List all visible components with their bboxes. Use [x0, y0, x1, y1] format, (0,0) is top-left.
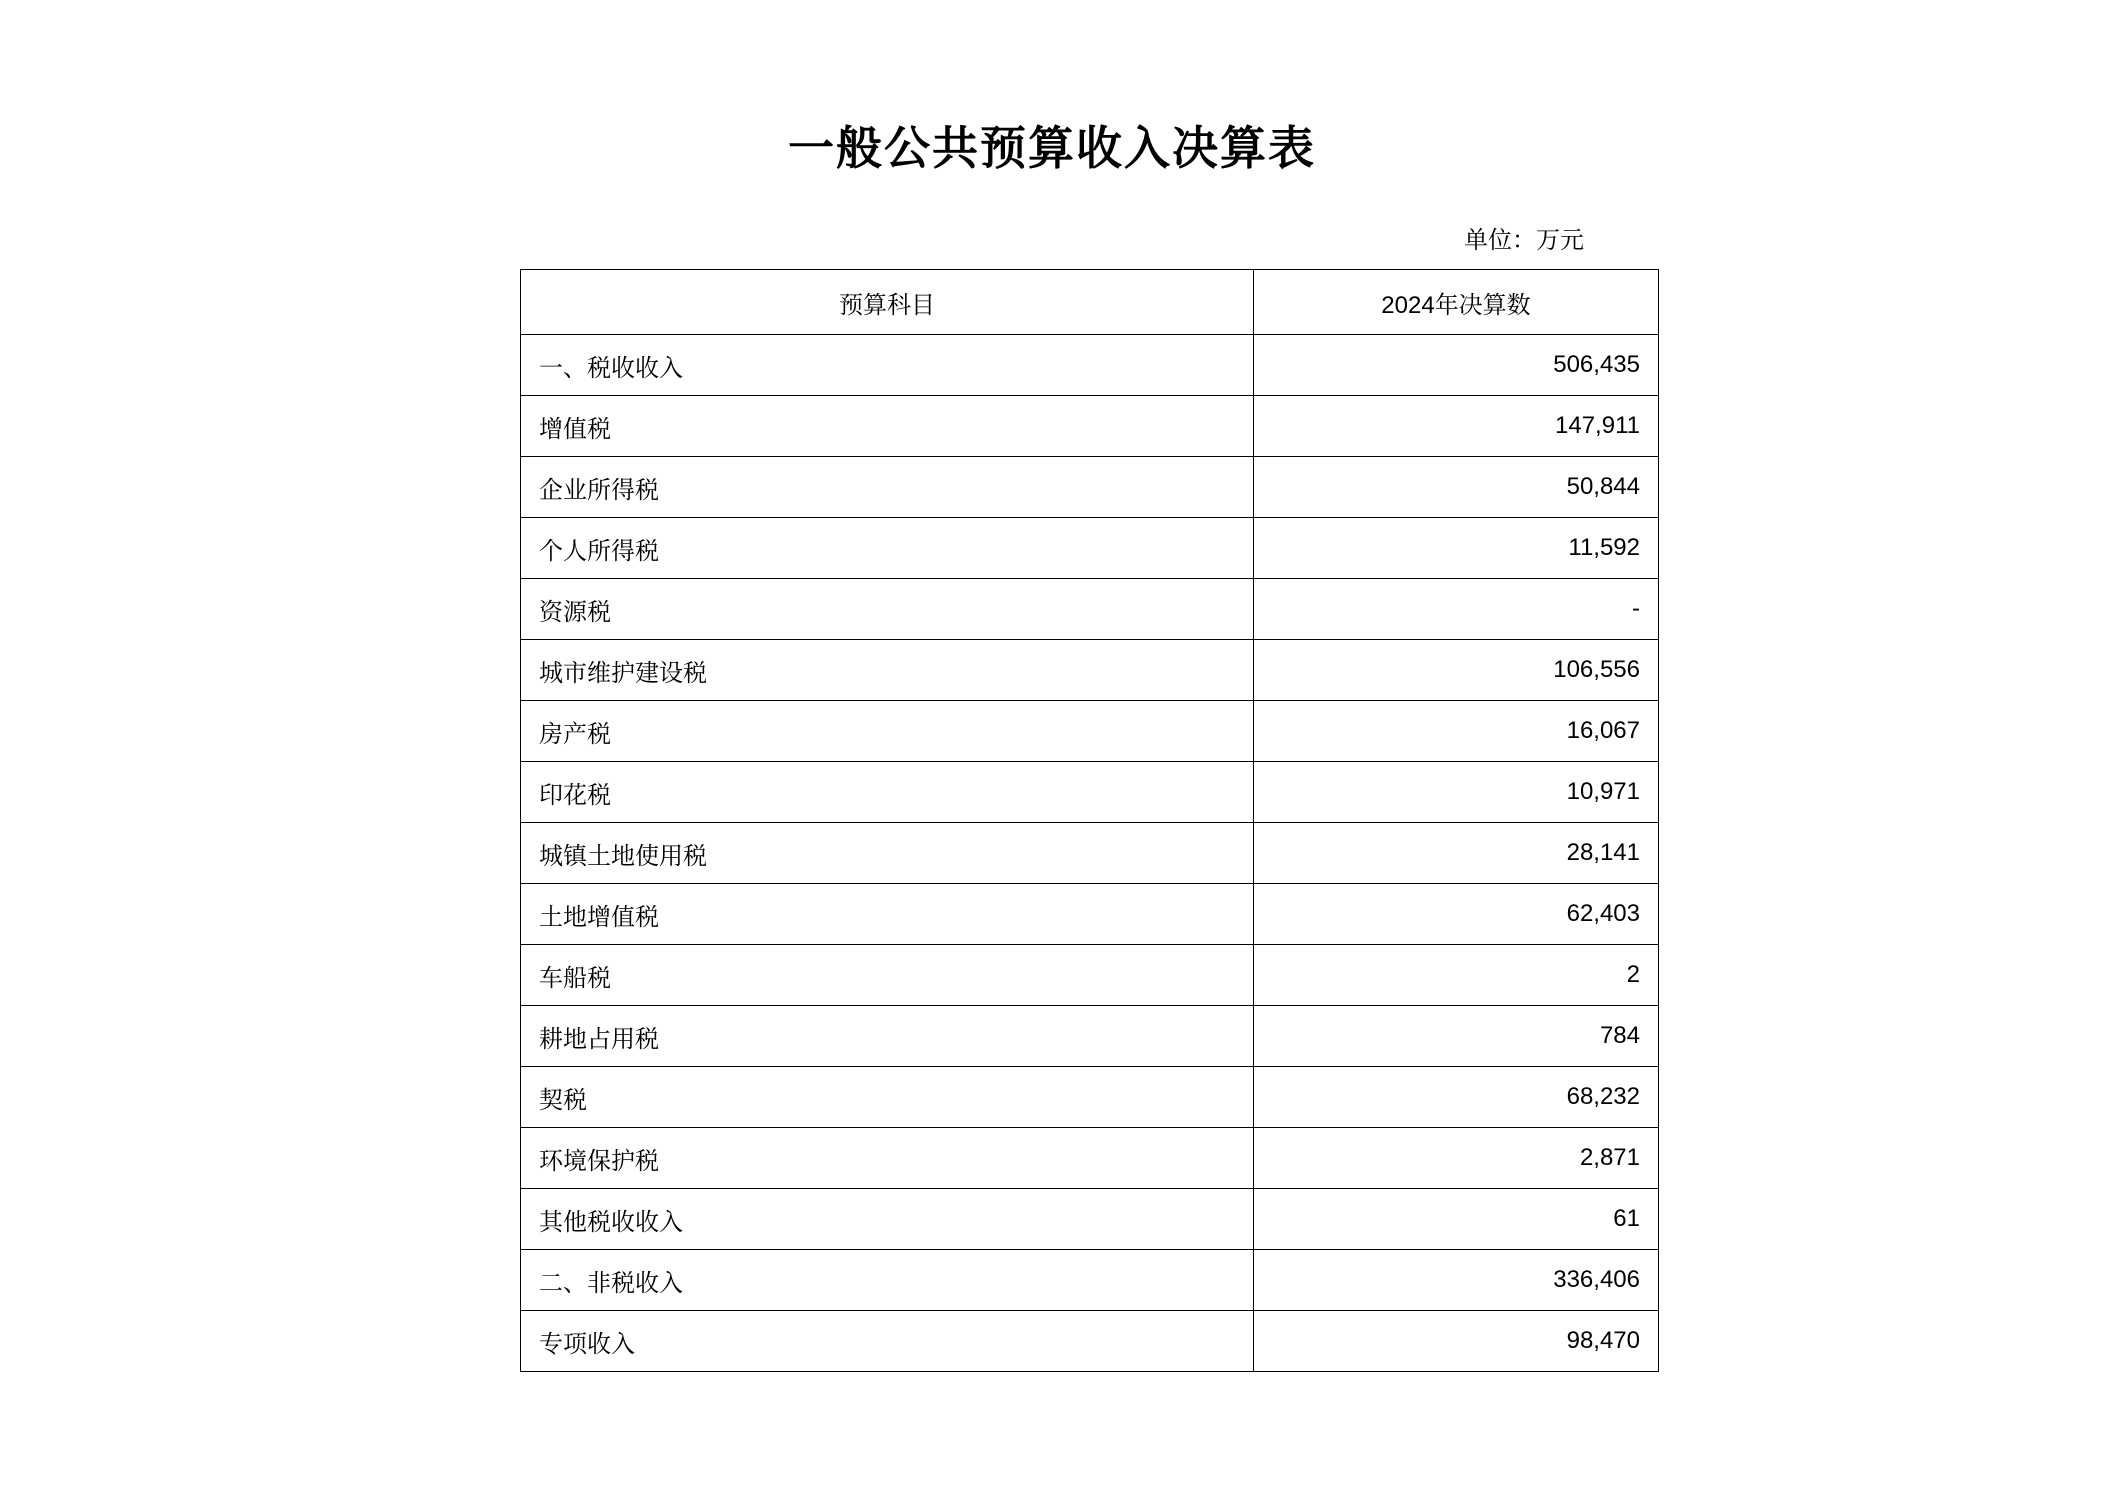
- table-row: [521, 1250, 1659, 1311]
- table-row: [521, 945, 1659, 1006]
- row-subject: 一、税收收入: [521, 335, 1254, 396]
- row-value: 10,971: [1254, 762, 1659, 823]
- table-row: [521, 1067, 1659, 1128]
- row-subject: 企业所得税: [521, 457, 1254, 518]
- row-value: 784: [1254, 1006, 1659, 1067]
- row-subject: 土地增值税: [521, 884, 1254, 945]
- table-row: [521, 457, 1659, 518]
- table-row: [521, 1128, 1659, 1189]
- table-header-row: [521, 270, 1659, 335]
- table-row: [521, 1189, 1659, 1250]
- row-subject: 专项收入: [521, 1311, 1254, 1372]
- row-value: 506,435: [1254, 335, 1659, 396]
- row-value: 11,592: [1254, 518, 1659, 579]
- row-subject: 印花税: [521, 762, 1254, 823]
- table-row: [521, 701, 1659, 762]
- row-subject: 二、非税收入: [521, 1250, 1254, 1311]
- row-value: -: [1254, 579, 1659, 640]
- table-row: [521, 396, 1659, 457]
- table-row: [521, 762, 1659, 823]
- row-value: 68,232: [1254, 1067, 1659, 1128]
- row-value: 2,871: [1254, 1128, 1659, 1189]
- row-value: 2: [1254, 945, 1659, 1006]
- table-row: [521, 640, 1659, 701]
- table-body: [521, 270, 1659, 1372]
- table-row: [521, 1006, 1659, 1067]
- row-value: 50,844: [1254, 457, 1659, 518]
- row-subject: 城镇土地使用税: [521, 823, 1254, 884]
- row-subject: 房产税: [521, 701, 1254, 762]
- row-subject: 车船税: [521, 945, 1254, 1006]
- row-value: 147,911: [1254, 396, 1659, 457]
- table-row: [521, 579, 1659, 640]
- row-subject: 环境保护税: [521, 1128, 1254, 1189]
- column-header-value: 2024年决算数: [1254, 270, 1659, 335]
- table-row: [521, 335, 1659, 396]
- unit-note: 单位：万元: [1464, 227, 1584, 254]
- table-row: [521, 518, 1659, 579]
- row-subject: 耕地占用税: [521, 1006, 1254, 1067]
- row-subject: 城市维护建设税: [521, 640, 1254, 701]
- table-row: [521, 884, 1659, 945]
- row-value: 62,403: [1254, 884, 1659, 945]
- column-header-subject: 预算科目: [521, 270, 1254, 335]
- budget-table-container: [520, 269, 1640, 1372]
- row-value: 16,067: [1254, 701, 1659, 762]
- row-subject: 契税: [521, 1067, 1254, 1128]
- row-value: 106,556: [1254, 640, 1659, 701]
- row-value: 98,470: [1254, 1311, 1659, 1372]
- row-value: 28,141: [1254, 823, 1659, 884]
- page-title: 一般公共预算收入决算表: [788, 123, 1316, 174]
- budget-revenue-table: [520, 269, 1659, 1372]
- table-row: [521, 823, 1659, 884]
- row-value: 336,406: [1254, 1250, 1659, 1311]
- row-subject: 其他税收收入: [521, 1189, 1254, 1250]
- row-value: 61: [1254, 1189, 1659, 1250]
- table-row: [521, 1311, 1659, 1372]
- row-subject: 增值税: [521, 396, 1254, 457]
- row-subject: 资源税: [521, 579, 1254, 640]
- row-subject: 个人所得税: [521, 518, 1254, 579]
